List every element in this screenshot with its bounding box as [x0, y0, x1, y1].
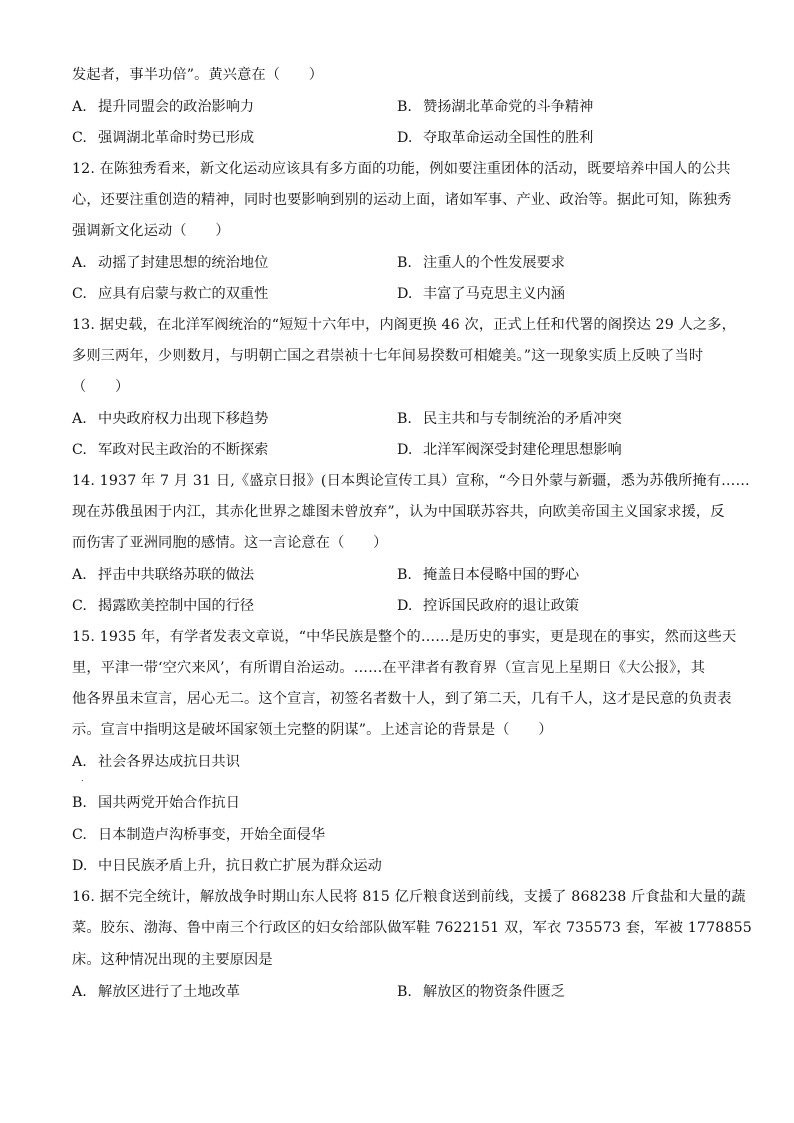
q15-stem-line-2: 里，平津一带‘空穴来风’，有所谓自治运动。……在平津者有教育界（宣言见上星期日《大公报》，其 [72, 660, 706, 676]
q11-stem-tail: 发起者，事半功倍”。黄兴意在（ ） [72, 67, 324, 83]
q13-stem-line-3: （ ） [72, 379, 130, 395]
q15-stem-line-3: 他各界虽未宣言，居心无二。这个宣言，初签名者数十人，到了第二天，几有千人，这才是民意的负责表 [72, 691, 732, 707]
q14-option-d[interactable]: D. 控诉国民政府的退让政策 [397, 598, 580, 614]
q11-option-b[interactable]: B. 赞扬湖北革命党的斗争精神 [397, 99, 594, 115]
q13-option-d[interactable]: D. 北洋军阀深受封建伦理思想影响 [397, 442, 622, 458]
q12-option-a[interactable]: A. 动摇了封建思想的统治地位 [72, 255, 269, 271]
q15-option-a[interactable]: A. 社会各界达成抗日共识 [72, 754, 240, 770]
q11-option-a[interactable]: A. 提升同盟会的政治影响力 [72, 99, 255, 115]
q13-stem-line-2: 多则三两年，少则数月，与明朝亡国之君崇祯十七年间易揆数可相媲美。”这一现象实质上反映了当时 [72, 348, 704, 364]
q16-option-a[interactable]: A. 解放区进行了土地改革 [72, 984, 240, 1000]
q12-option-d[interactable]: D. 丰富了马克思主义内涵 [397, 286, 565, 302]
q12-stem-line-1: 12. 在陈独秀看来，新文化运动应该具有多方面的功能，例如要注重团体的活动，既要培养中国人的公共 [72, 161, 731, 177]
q15-stem-line-1: 15. 1935 年，有学者发表文章说，“中华民族是整个的……是历史的事实，更是现在的事实，然而这些天 [72, 629, 737, 645]
q16-stem-line-3: 床。这种情况出现的主要原因是 [72, 952, 273, 968]
q12-option-b[interactable]: B. 注重人的个性发展要求 [397, 255, 565, 271]
q15-stem-line-4: 示。宣言中指明这是破坏国家领土完整的阴谋”。上述言论的背景是（ ） [72, 722, 553, 738]
q16-option-b[interactable]: B. 解放区的物资条件匮乏 [397, 984, 565, 1000]
q14-stem-line-3: 而伤害了亚洲同胞的感情。这一言论意在（ ） [72, 535, 388, 551]
q14-option-b[interactable]: B. 掩盖日本侵略中国的野心 [397, 567, 580, 583]
stray-mark: . [81, 774, 84, 783]
q11-option-c[interactable]: C. 强调湖北革命时势已形成 [72, 130, 255, 146]
q15-option-c[interactable]: C. 日本制造卢沟桥事变，开始全面侵华 [72, 827, 326, 843]
q13-stem-line-1: 13. 据史载，在北洋军阀统治的“短短十六年中，内阁更换 46 次，正式上任和代署的阁揆达 29 人之多， [72, 317, 736, 333]
q14-stem-line-2: 现在苏俄虽困于内江，其赤化世界之雄图未曾放弃”，认为中国联苏容共，向欧美帝国主义国家求援，反 [72, 504, 725, 520]
q12-stem-line-3: 强调新文化运动（ ） [72, 223, 230, 239]
q16-stem-line-2: 菜。胶东、渤海、鲁中南三个行政区的妇女给部队做军鞋 7622151 双，军衣 735573 套，军被 1778855 [72, 920, 752, 936]
q14-option-a[interactable]: A. 抨击中共联络苏联的做法 [72, 567, 255, 583]
q13-option-b[interactable]: B. 民主共和与专制统治的矛盾冲突 [397, 411, 622, 427]
q13-option-c[interactable]: C. 军政对民主政治的不断探索 [72, 442, 269, 458]
q16-stem-line-1: 16. 据不完全统计，解放战争时期山东人民将 815 亿斤粮食送到前线，支援了 868238 斤食盐和大量的蔬 [72, 889, 746, 905]
q12-stem-line-2: 心，还要注重创造的精神，同时也要影响到别的运动上面，诸如军事、产业、政治等。据此可知，陈独秀 [72, 192, 732, 208]
q15-option-d[interactable]: D. 中日民族矛盾上升，抗日救亡扩展为群众运动 [72, 858, 382, 874]
q14-option-c[interactable]: C. 揭露欧美控制中国的行径 [72, 598, 255, 614]
q11-option-d[interactable]: D. 夺取革命运动全国性的胜利 [397, 130, 594, 146]
q15-option-b[interactable]: B. 国共两党开始合作抗日 [72, 795, 240, 811]
q13-option-a[interactable]: A. 中央政府权力出现下移趋势 [72, 411, 269, 427]
q12-option-c[interactable]: C. 应具有启蒙与救亡的双重性 [72, 286, 269, 302]
q14-stem-line-1: 14. 1937 年 7 月 31 日,《盛京日报》(日本舆论宣传工具）宣称，“今日外蒙与新疆，悉为苏俄所掩有…… [72, 473, 750, 489]
